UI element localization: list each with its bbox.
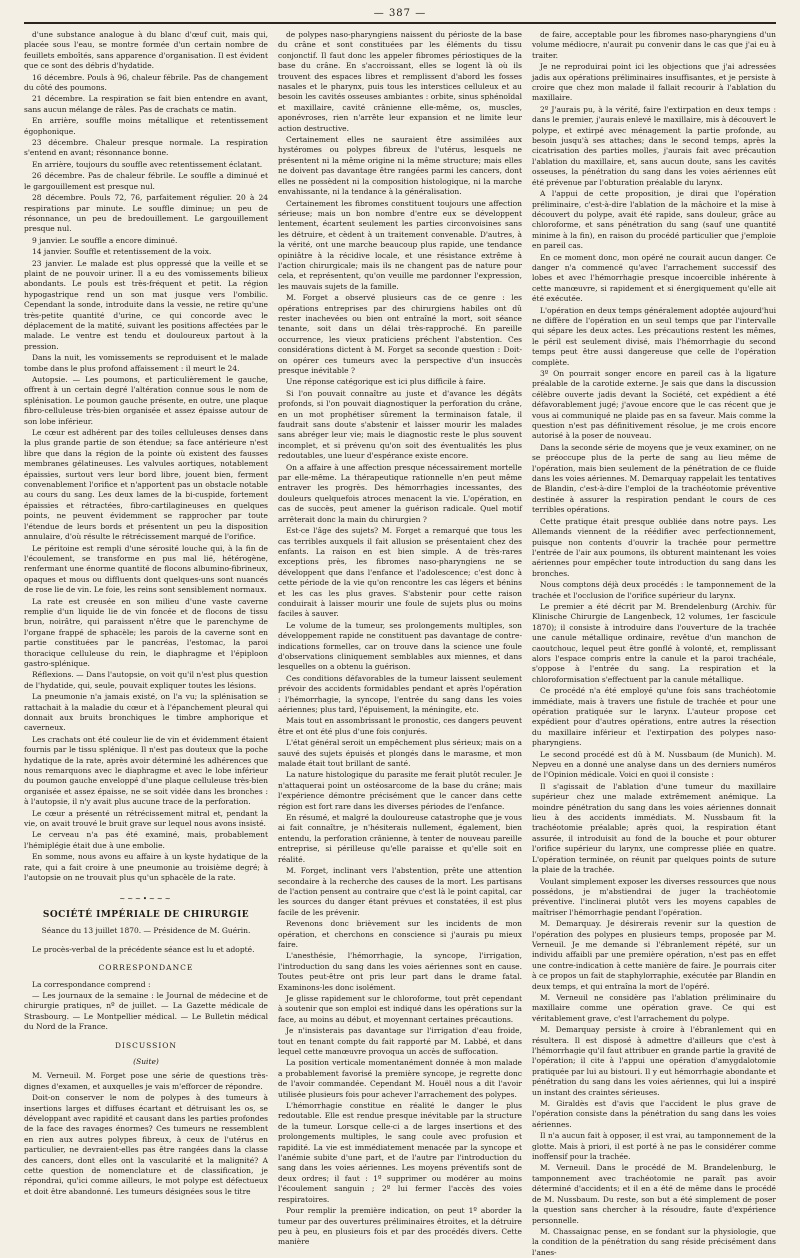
header-rule	[24, 22, 776, 24]
paragraph: Est-ce l'âge des sujets? M. Forget a remarqué que tous les cas terribles auxquels il fait allusion se présentaient chez des enfants. La raison en est bien simple. A de très-rares exceptions près, les fibromes naso-pharyngiens ne se développent que dans l'enfance et l'adolescence; c'est donc à cette période de la vie qu'on rencontre les cas légers et bénins et les cas les plus graves. S'abstenir pour cette raison conduirait à laisser mourir une foule de sujets plus ou moins faciles à sauver.	[278, 526, 522, 619]
paragraph: Ce procédé n'a été employé qu'une fois sans trachéotomie immédiate, mais à travers une fistule de trachée et pour une opération pratiquée sur le larynx. L'auteur propose cet expédient pour d'autres opérations, entre autres la résection du maxillaire inférieur et l'extirpation des polypes naso-pharyngiens.	[532, 686, 776, 748]
paragraph: En résumé, et malgré la douloureuse catastrophe que je vous ai fait connaître, je n'hésiterais nullement, également, bien entendu, la perforation crânienne, à tenter de nouveau pareille entreprise, si périlleuse qu'elle paraisse et qu'elle soit en réalité.	[278, 813, 522, 864]
paragraph: 23 janvier. Le malade est plus oppressé que la veille et se plaint de ne pouvoir uriner. Il a eu des vomissements bilieux abondants. Le pouls est très-fréquent et petit. La région hypogastrique rend un son mat jusque vers l'ombilic. Cependant la sonde, introduite dans la vessie, ne retire qu'une très-petite quantité d'urine, ce qui concorde avec le déplacement de la matité, suivant les positions affectées par le malade. Le ventre est tendu et douloureux partout à la pression.	[24, 258, 268, 351]
paragraph: Le péritoine est rempli d'une sérosité louche qui, à la fin de l'écoulement, se transforme en pus mal lié, hétérogène, renfermant une énorme quantité de flocons albumino-fibrineux, opaques et mous ou diffluents dont quelques-uns sont nuancés de rose lie de vin. Le foie, les reins sont sensiblement normaux.	[24, 543, 268, 595]
paragraph: Le second procédé est dû à M. Nussbaum (de Munich). M. Nepveu en a donné une analyse dans un des derniers numéros de l'Opinion médicale. Voici en quoi il consiste :	[532, 749, 776, 780]
paragraph: M. Verneuil. M. Forget pose une série de questions très-dignes d'examen, et auxquelles je vais m'efforcer de répondre.	[24, 1071, 268, 1091]
section-title: SOCIÉTÉ IMPÉRIALE DE CHIRURGIE	[42, 909, 250, 920]
paragraph: de polypes naso-pharyngiens naissent du périoste de la base du crâne et sont constituées par les éléments du tissu conjonctif. Il faut donc les appeler fibromes périostiques de la base du crâne. En s'accroissant, elles se logent là où ils trouvent des espaces libres et remplissent d'abord les fosses nasales et le pharynx, puis tous les interstices celluleux et au besoin les cavités osseuses ambiantes : orbite, sinus sphénoïdal et maxillaire, cavité crânienne elle-même, os, muscles, aponévroses, rien n'arrête leur expansion et ne limite leur action destructive.	[278, 30, 522, 133]
paragraph: 21 décembre. La respiration se fait bien entendre en avant, sans aucun mélange de râles. Pas de crachats ce matin.	[24, 94, 268, 114]
paragraph: Le cœur a présenté un rétrécissement mitral et, pendant la vie, on avait trouvé le bruit grave sur lequel nous avons insisté.	[24, 808, 268, 829]
paragraph: 3º On pourrait songer encore en pareil cas à la ligature préalable de la carotide externe. Je sais que dans la discussion célèbre ouverte jadis devant la Société, cet expédient a été défavorablement jugé; j'avoue encore que le cas récent que je vous ai communiqué ne plaide pas en sa faveur. Mais comme la question n'est pas définitivement résolue, je me crois encore autorisé à la poser de nouveau.	[532, 369, 776, 441]
discussion-block	[24, 1071, 268, 1197]
paragraph: Le premier a été décrit par M. Brendelenburg (Archiv. für Klinische Chirurgie de Langenbeck, 12 volumes, 1er fascicule 1870); il consiste à introduire dans l'ouverture de la trachée une canule métallique ordinaire, revêtue d'un manchon de caoutchouc, lequel peut être gonflé à volonté, et, remplissant alors l'espace compris entre la canule et la paroi trachéale, s'oppose à l'entrée du sang. La respiration et la chloroformisation s'effectuent par la canule métallique.	[532, 601, 776, 684]
paragraph: Certainement elles ne sauraient être assimilées aux hystéromes ou polypes fibreux de l'utérus, lesquels ne présentent ni la même origine ni la même structure; mais elles ne doivent pas davantage être rangées parmi les cancers, dont elles ne possèdent ni la composition histologique, ni la marche envahissante, ni la tendance à la généralisation.	[278, 135, 522, 197]
paragraph: Je ne reproduirai point ici les objections que j'ai adressées jadis aux opérations préliminaires insuffisantes, et je persiste à croire que chez mon malade il fallait recourir à l'ablation du maxillaire.	[532, 62, 776, 103]
session-line: Séance du 13 juillet 1870. — Présidence de M. Guérin.	[41, 926, 251, 936]
paragraph: Le cerveau n'a pas été examiné, mais, probablement l'hémiplégie était due à une embolie.	[24, 830, 268, 850]
paragraph: En arrière, souffle moins métallique et retentissement égophonique.	[24, 116, 268, 136]
paragraph: M. Forget, inclinant vers l'abstention, prête une attention secondaire à la recherche des causes de la mort. Les partisans de l'action pensent au contraire que c'est là le point capital, car les sources du danger étant prévues et constatées, il est plus facile de les prévenir.	[278, 866, 522, 917]
paragraph: En arrière, toujours du souffle avec retentissement éclatant.	[32, 159, 263, 169]
paragraph: En ce moment donc, mon opéré ne courait aucun danger. Ce danger n'a commencé qu'avec l'arrachement successif des lobes et avec l'hémorrhagie presque incoercible inhérente à cette manœuvre, si rapidement et si énergiquement qu'elle ait été exécutée.	[532, 252, 776, 304]
paragraph: 16 décembre. Pouls à 96, chaleur fébrile. Pas de changement du côté des poumons.	[24, 72, 268, 93]
page-number: — 387 —	[373, 8, 427, 19]
paragraph: M. Demarquay persiste à croire à l'ébranlement qui en résultera. Il est disposé à admettre d'ailleurs que c'est à l'hémorrhagie qu'il faut attribuer en grande partie la gravité de l'opération; il cite à l'appui une opération d'amygdalotomie pratiquée par lui au bistouri. Il y eut hémorrhagie abondante et pénétration du sang dans les voies aériennes, qui lui a inspiré un instant des craintes sérieuses.	[532, 1025, 776, 1097]
text-columns	[24, 30, 776, 1257]
paragraph: Ces conditions défavorables de la tumeur laissent seulement prévoir des accidents formidables pendant et après l'opération : l'hémorrhagie, la syncope, l'entrée du sang dans les voies aériennes; plus tard, l'épuisement, la méningite, etc.	[278, 673, 522, 714]
paragraph: de faire, acceptable pour les fibromes naso-pharyngiens d'un volume médiocre, n'aurait pu convenir dans le cas que j'ai eu à traiter.	[532, 30, 776, 60]
paragraph: 2º J'aurais pu, à la vérité, faire l'extirpation en deux temps : dans le premier, j'aurais enlevé le maxillaire, mis à découvert le polype, et extirpé avec ménagement la partie profonde, au besoin jusqu'à ses attaches; dans le second temps, après la cicatrisation des parties molles, j'aurais fait avec précaution l'ablation du maxillaire, et, sans aucun doute, sans les cavités osseuses, la pénétration du sang dans les voies aériennes eût été prévenue par l'obturation préalable du larynx.	[532, 104, 776, 187]
paragraph: Dans la seconde série de moyens que je veux examiner, on ne se préoccupe plus de la perte de sang au lieu même de l'opération, mais bien seulement de la pénétration de ce fluide dans les voies aériennes. M. Demarquay rappelait les tentatives de Blandin, c'est-à-dire l'emploi de la trachéotomie préventive destinée à assurer la respiration pendant le cours de ces terribles opérations.	[532, 442, 776, 515]
paragraph: La pneumonie n'a jamais existé, on l'a vu; la splénisation se rattachait à la maladie du cœur et à l'épanchement pleural qui donnait aux bruits bronchiques le timbre amphorique et caverneux.	[24, 692, 268, 733]
paragraph: d'une substance analogue à du blanc d'œuf cuit, mais qui, placée sous l'eau, se montre formée d'un certain nombre de feuillets emboîtés, sans apparence d'organisation. Il est évident que ce sont des débris d'hydatide.	[24, 30, 268, 71]
paragraph: Je n'insisterais pas davantage sur l'irrigation d'eau froide, tout en tenant compte du fait rapporté par M. Labbé, et dans lequel cette manœuvre provoqua un accès de suffocation.	[278, 1026, 522, 1056]
left-column-case-report	[24, 30, 268, 884]
middle-column	[278, 30, 522, 1247]
paragraph: Il s'agissait de l'ablation d'une tumeur du maxillaire supérieur chez une malade extrêmement anémique. La moindre pénétration du sang dans les voies aériennes donnait lieu à des accidents immédiats. M. Nussbaum fit la trachéotomie préalable; après quoi, la respiration étant assurée, il introduisit au fond de la bouche et pour obturer l'orifice supérieur du larynx, une compresse pliée en quatre. L'opération terminée, on réunit par quelques points de suture la plaie de la trachée.	[532, 781, 776, 875]
paragraph: 14 janvier. Souffle et retentissement de la voix.	[32, 247, 212, 257]
right-column	[532, 30, 776, 1257]
middle-column-text	[278, 30, 522, 1248]
discussion-heading: DISCUSSION	[115, 1040, 177, 1050]
paragraph: M. Forget a observé plusieurs cas de ce genre : les opérations entreprises par des chirurgiens habiles ont dû rester inachevées ou bien ont entraîné la mort, soit séance tenante, soit dans un délai très-rapproché. En pareille occurrence, les vieux praticiens préchent l'abstention. Ces considérations dictent à M. Forget sa seconde question : Doit-on opérer ces tumeurs avec la perspective d'un insuccès presque inévitable ?	[278, 293, 522, 375]
paragraph: M. Demarquay. Je désirerais revenir sur la question de l'opération des polypes en plusieurs temps, proposée par M. Verneuil. Je me demande si l'ébranlement répété, sur un individu affaibli par une première opération, n'est pas en effet une contre-indication à cette manière de faire. Je pourrais citer à ce propos un fait de staphylorraphie, exécutée par Blandin en deux temps, et qui entraîna la mort de l'opéré.	[532, 919, 776, 991]
minutes-line: Le procès-verbal de la précédente séance est lu et adopté.	[32, 944, 255, 954]
paragraph: Les crachats ont été couleur lie de vin et évidemment étaient fournis par le tissu splénique. Il n'est pas douteux que la poche hydatique de la rate, après avoir déterminé les adhérences que nous remarquons avec le diaphragme et avec le lobe inférieur du poumon gauche enveloppé d'une plaque celluleuse très-bien organisée et assez épaisse, ne se soit vidée dans les bronches : à l'autopsie, il n'y avait plus aucune trace de la perforation.	[24, 734, 268, 807]
paragraph: Si l'on pouvait connaître au juste et d'avance les dégâts profonds, si l'on pouvait diagnostiquer la perforation du crâne, en un mot prophétiser sûrement la terminaison fatale, il faudrait sans doute s'abstenir et laisser mourir les malades sans abréger leur vie; mais le diagnostic reste le plus souvent incomplet, et si prévenu qu'on soit des éventualités les plus redoutables, une lueur d'espérance existe encore.	[278, 388, 522, 461]
paragraph: Voulant simplement exposer les diverses ressources que nous possédons, je m'abstiendrai de juger la trachéotomie préventive. l'inclinerai plutôt vers les moyens capables de maîtriser l'hémorrhagie pendant l'opération.	[532, 876, 776, 917]
paragraph: Autopsie. — Les poumons, et particulièrement le gauche, offrent à un certain degré l'altération connue sous le nom de splénisation. Le poumon gauche présente, en outre, une plaque fibro-celluleuse très-bien organisée et assez épaisse autour de son lobe inférieur.	[24, 375, 268, 426]
paragraph: On a affaire à une affection presque nécessairement mortelle par elle-même. La thérapeutique rationnelle n'en peut même entraver les progrès. Des hémorrhagies incessantes, des douleurs quelquefois atroces menacent la vie. L'opération, en cas de succès, peut amener la guérison radicale. Quel motif arrêterait donc la main du chirurgien ?	[278, 462, 522, 524]
paragraph: L'anesthésie, l'hémorrhagie, la syncope, l'irrigation, l'introduction du sang dans les voies aériennes sont en cause. Toutes peut-être ont pris leur part dans le drame fatal. Examinons-les donc isolément.	[278, 951, 522, 992]
paragraph: Une réponse catégorique est ici plus difficile à faire.	[286, 377, 486, 387]
paragraph: 9 janvier. Le souffle a encore diminué.	[32, 235, 178, 245]
correspondence-heading: CORRESPONDANCE	[98, 963, 194, 973]
paragraph: 28 décembre. Pouls 72, 76, parfaitement régulier. 20 à 24 respirations par minute. Le souffle diminue; un peu de résonnance, un peu de bredouillement. Le gargouillement presque nul.	[24, 193, 268, 234]
paragraph: Il n'a aucun fait à opposer, il est vrai, au tamponnement de la glotte. Mais à priori, il est porté à ne pas le considérer comme inoffensif pour la trachée.	[532, 1131, 776, 1162]
paragraph: La rate est creusée en son milieu d'une vaste caverne remplie d'un liquide lie de vin foncée et de flocons de tissu brun, noirâtre, qui paraissent n'être que le parenchyme de l'organe frappé de sphacèle; les parois de la caverne sont en partie constituées par le pancréas, l'estomac, la paroi thoracique celluleuse du rein, le diaphragme et l'épiploon gastro-splénique.	[24, 596, 268, 668]
paragraph: 26 décembre. Pas de chaleur fébrile. Le souffle a diminué et le gargouillement est presque nul.	[24, 171, 268, 191]
paragraph: L'état général seroit un empêchement plus sérieux; mais on a sauvé des sujets épuisés et plongés dans le marasme, et mon malade était tout brillant de santé.	[278, 738, 522, 769]
paragraph: Revenons donc brièvement sur les incidents de mon opération, et cherchons en conscience si j'aurais pu mieux faire.	[278, 919, 522, 949]
paragraph: Cette pratique était presque oubliée dans notre pays. Les Allemands viennent de la réédifier avec perfectionnement, puisque non contents d'ouvrir la trachée pour permettre l'entrée de l'air aux poumons, ils obturent maintenant les voies aériennes pour empêcher toute introduction du sang dans les bronches.	[532, 516, 776, 578]
paragraph: 23 décembre. Chaleur presque normale. La respiration s'entend en avant; résonnance bonne.	[24, 138, 268, 158]
section-ornament: ~~~•~~~	[119, 894, 173, 903]
paragraph: M. Verneuil ne considère pas l'ablation préliminaire du maxillaire comme une opération grave. Ce qui est véritablement grave, c'est l'arrachement du polype.	[532, 992, 776, 1023]
paragraph: Je glisse rapidement sur le chloroforme, tout prêt cependant à soutenir que son emploi est indiqué dans les opérations sur la face, au moins au début, et moyennant certaines précautions.	[278, 993, 522, 1024]
paragraph: En somme, nous avons eu affaire à un kyste hydatique de la rate, qui a fait croire à une pneumonie au troisième degré; à l'autopsie on ne trouvait plus qu'un sphacèle de la rate.	[24, 852, 268, 883]
left-column	[24, 30, 268, 1196]
paragraph: A l'appui de cette proposition, je dirai que l'opération préliminaire, c'est-à-dire l'ablation de la mâchoire et la mise à découvert du polype, avait été rapide, sans douleur, grâce au chloroforme, et sans pénétration du sang (sauf une quantité minime à la fin), en raison du procédé particulier que j'emploie en pareil cas.	[532, 189, 776, 251]
correspondence-block	[24, 980, 268, 1033]
paragraph: Le volume de la tumeur, ses prolongements multiples, son développement rapide ne constituent pas davantage de contre-indications formelles, car on trouve dans la science une foule d'observations cliniquement semblables aux miennes, et dans lesquelles on a obtenu la guérison.	[278, 620, 522, 672]
paragraph: Réflexions. — Dans l'autopsie, on voit qu'il n'est plus question de l'hydatide, qui, seule, pouvait expliquer toutes les lésions.	[24, 670, 268, 690]
paragraph: Le cœur est adhérent par des toiles celluleuses denses dans la plus grande partie de son étendue; sa face antérieure n'est libre que dans la région de la pointe où existent des fausses membranes gélatineuses. Les valvules aortiques, notablement épaissies, surtout vers leur bord libre, jouent bien, ferment convenablement l'orifice et n'apportent pas un obstacle notable au cours du sang. Les deux lames de la bi-cuspide, fortement épaissies et rétractées, fibro-cartilagineuses en quelques points, ne peuvent évidemment se rapprocher par toute l'étendue de leurs bords et présentent un peu la disposition annulaire, d'où résulte le rétrécissement marqué de l'orifice.	[24, 428, 268, 542]
paragraph: L'hémorrhagie constitue en réalité le danger le plus redoutable. Elle est rendue presque inévitable par la structure de la tumeur. Lorsque celle-ci a de larges insertions et des prolongements multiples, le sang coule avec profusion et rapidité. La vie est immédiatement menacée par la syncope et l'anémie subite d'une part, et de l'autre par l'introduction du sang dans les voies aériennes. Les moyens préventifs sont de deux ordres; il faut : 1º supprimer ou modérer au moins l'écoulement sanguin ; 2º lui fermer l'accès des voies respiratoires.	[278, 1101, 522, 1204]
paragraph: Pour remplir la première indication, on peut 1º aborder la tumeur par des ouvertures préliminaires étroites, et la détruire peu à peu, en plusieurs fois et par des procédés divers. Cette manière	[278, 1206, 522, 1247]
paragraph: La position verticale momentanément donnée à mon malade a probablement favorisé la première syncope, je regrette donc de l'avoir commandée. Cependant M. Houël nous a dit l'avoir utilisée plusieurs fois pour achever l'arrachement des polypes.	[278, 1058, 522, 1099]
paragraph: Dans la nuit, les vomissements se reproduisent et le malade tombe dans le plus profond affaissement : il meurt le 24.	[24, 353, 268, 373]
paragraph: Nous comptons déjà deux procédés : le tamponnement de la trachée et l'occlusion de l'orifice supérieur du larynx.	[532, 580, 776, 600]
paragraph: M. Giraldès est d'avis que l'accident le plus grave de l'opération consiste dans la pénétration du sang dans les voies aériennes.	[532, 1099, 776, 1129]
paragraph: L'opération en deux temps généralement adoptée aujourd'hui ne diffère de l'opération en un seul temps que par l'intervalle qui sépare les deux actes. Les précautions restent les mêmes, le péril est seulement divisé, mais l'hémorrhagie du second temps peut être aussi dangereuse que celle de l'opération complète.	[532, 305, 776, 367]
paragraph: La correspondance comprend :	[32, 979, 151, 989]
paragraph: M. Verneuil. Dans le procédé de M. Brandelenburg, le tamponnement avec trachéotomie ne paraît pas avoir déterminé d'accidents; et il en a été de même dans le procédé de M. Nussbaum. Du reste, son but a été simplement de poser la question sans chercher à la résoudre, faute d'expérience personnelle.	[532, 1163, 776, 1225]
paragraph: — Les journaux de la semaine : le Journal de médecine et de chirurgie pratiques, nº de juillet. — La Gazette médicale de Strasbourg. — Le Montpellier médical. — Le Bulletin médical du Nord de la France.	[24, 990, 268, 1032]
paragraph: M. Chassaignac pense, en se fondant sur la physiologie, que la condition de la pénétration du sang réside précisément dans l'anes-	[532, 1226, 776, 1257]
right-column-text	[532, 30, 776, 1258]
paragraph: La nature histologique du parasite me ferait plutôt reculer. Je n'attaquerai point un ostéosarcome de la base du crâne; mais l'expérience démontre précisément que le cancer dans cette région est fort rare dans les diverses périodes de l'enfance.	[278, 770, 522, 811]
paragraph: Mais tout en assombrissant le pronostic, ces dangers peuvent être et ont été plus d'une fois conjurés.	[278, 716, 522, 736]
discussion-subheading: (Suite)	[133, 1056, 159, 1066]
paragraph: Doit-on conserver le nom de polypes à des tumeurs à insertions larges et diffuses écartant et détruisant les os, se développant avec rapidité et causant dans les parties profondes de la face des ravages énormes? Ces tumeurs ne ressemblent en rien aux autres polypes fibreux, à ceux de l'utérus en particulier, ne devraient-elles pas être rangées dans la classe des cancers, dont elles ont la vascularité et la malignité? A cette question de nomenclature et de classification, je répondrai, qu'ici comme ailleurs, le mot polype est défectueux et doit être abandonné. Les tumeurs désignées sous le titre	[24, 1093, 268, 1196]
paragraph: Certainement les fibromes constituent toujours une affection sérieuse; mais un bon nombre d'entre eux se développent lentement, écartent seulement les parties circonvoisines sans les détruire, et cèdent à un traitement convenable. D'autres, à la vérité, ont une marche beaucoup plus rapide, une tendance opiniâtre à la récidive locale, et une résistance extrême à l'action chirurgicale; mais ils ne changent pas de nature pour cela, et représentent, qu'on veuille me pardonner l'expression, les mauvais sujets de la famille.	[278, 198, 522, 291]
